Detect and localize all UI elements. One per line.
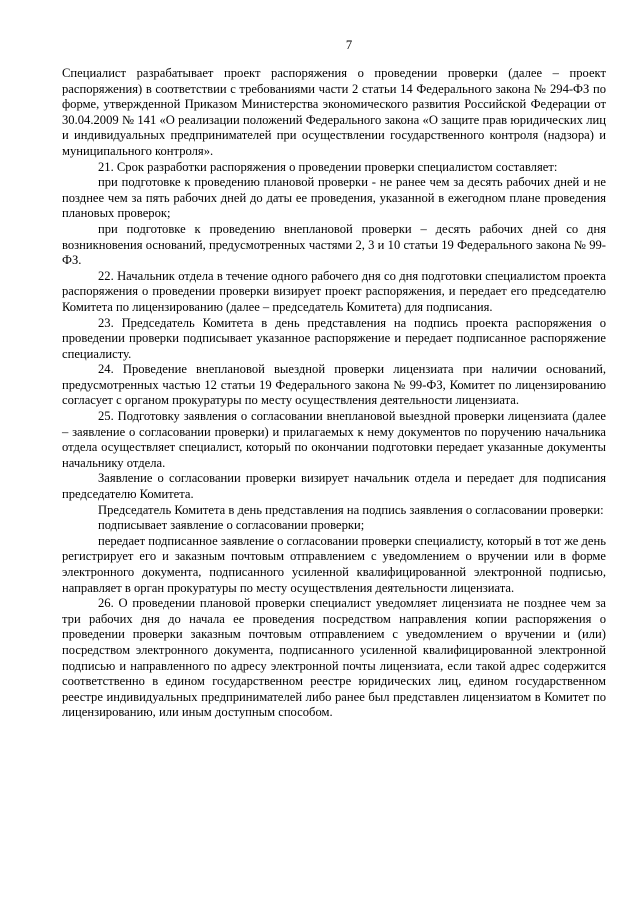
- paragraph-24: 24. Проведение внеплановой выездной проверки лицензиата при наличии оснований, предусмотренных частью 12 статьи 19 Федерального закона № 99-ФЗ, Комитет по лицензированию согласует с органом прокуратуры по месту осуществления деятельности лицензиата.: [62, 362, 606, 408]
- paragraph-26: 26. О проведении плановой проверки специалист уведомляет лицензиата не позднее чем за три рабочих дня до начала ее проведения посредством направления копии распоряжения о проведении проверки заказным почтовым отправлением с уведомлением о вручении и (или) посредством электронного документа, подписанного усиленной квалифицированной электронной подписью и направленного по адресу электронной почты лицензиата, если такой адрес содержится соответственно в едином государственном реестре юридических лиц, едином государственном реестре индивидуальных предпринимателей либо ранее был представлен лицензиатом в Комитет по лицензированию, или иным доступным способом.: [62, 596, 606, 720]
- paragraph-22: 22. Начальник отдела в течение одного рабочего дня со дня подготовки специалистом проекта распоряжения о проведении проверки визирует проект распоряжения, и передает его председателю Комитета по лицензированию (далее – председатель Комитета) для подписания.: [62, 268, 606, 314]
- paragraph-25-transfers: передает подписанное заявление о согласовании проверки специалисту, который в тот же день регистрирует его и заказным почтовым отправлением с уведомлением о вручении или в форме электронного документа, подписанного усиленной квалифицированной электронной подписью, направляет в орган прокуратуры по месту осуществления деятельности лицензиата.: [62, 533, 606, 595]
- paragraph-23: 23. Председатель Комитета в день представления на подпись проекта распоряжения о проведении проверки подписывает указанное распоряжение и передает подписанное распоряжение специалисту.: [62, 315, 606, 361]
- paragraph-25-signs: подписывает заявление о согласовании проверки;: [98, 518, 365, 533]
- page-number: 7: [345, 38, 353, 52]
- paragraph-25: 25. Подготовку заявления о согласовании внеплановой выездной проверки лицензиата (далее – заявление о согласовании проверки) и прилагаемых к нему документов по поручению начальника отдела осуществляет специалист, который по окончании подготовки передает указанные документы начальнику отдела.: [62, 409, 606, 470]
- paragraph-25-approval: Заявление о согласовании проверки визирует начальник отдела и передает для подписания председателю Комитета.: [62, 471, 606, 502]
- paragraph-21: 21. Срок разработки распоряжения о проведении проверки специалистом составляет:: [98, 159, 558, 174]
- paragraph-intro: Специалист разрабатывает проект распоряжения о проведении проверки (далее – проект распоряжения) в соответствии с требованиями части 2 статьи 14 Федерального закона № 294-ФЗ по форме, утвержденной Приказом Министерства экономического развития Российской Федерации от 30.04.2009 № 141 «О реализации положений Федерального закона «О защите прав юридических лиц и индивидуальных предпринимателей при осуществлении государственного контроля (надзора) и муниципального контроля».: [62, 66, 606, 158]
- paragraph-25-chairman: Председатель Комитета в день представления на подпись заявления о согласовании проверки:: [98, 502, 604, 517]
- paragraph-21-unplanned: при подготовке к проведению внеплановой проверки – десять рабочих дней со дня возникновения оснований, предусмотренных частями 2, 3 и 10 статьи 19 Федерального закона № 99-ФЗ.: [62, 221, 606, 268]
- paragraph-21-planned: при подготовке к проведению плановой проверки - не ранее чем за десять рабочих дней и не позднее чем за пять рабочих дней до даты ее проведения, указанной в ежегодном плане проведения плановых проверок;: [62, 175, 606, 221]
- document-body: [62, 66, 606, 721]
